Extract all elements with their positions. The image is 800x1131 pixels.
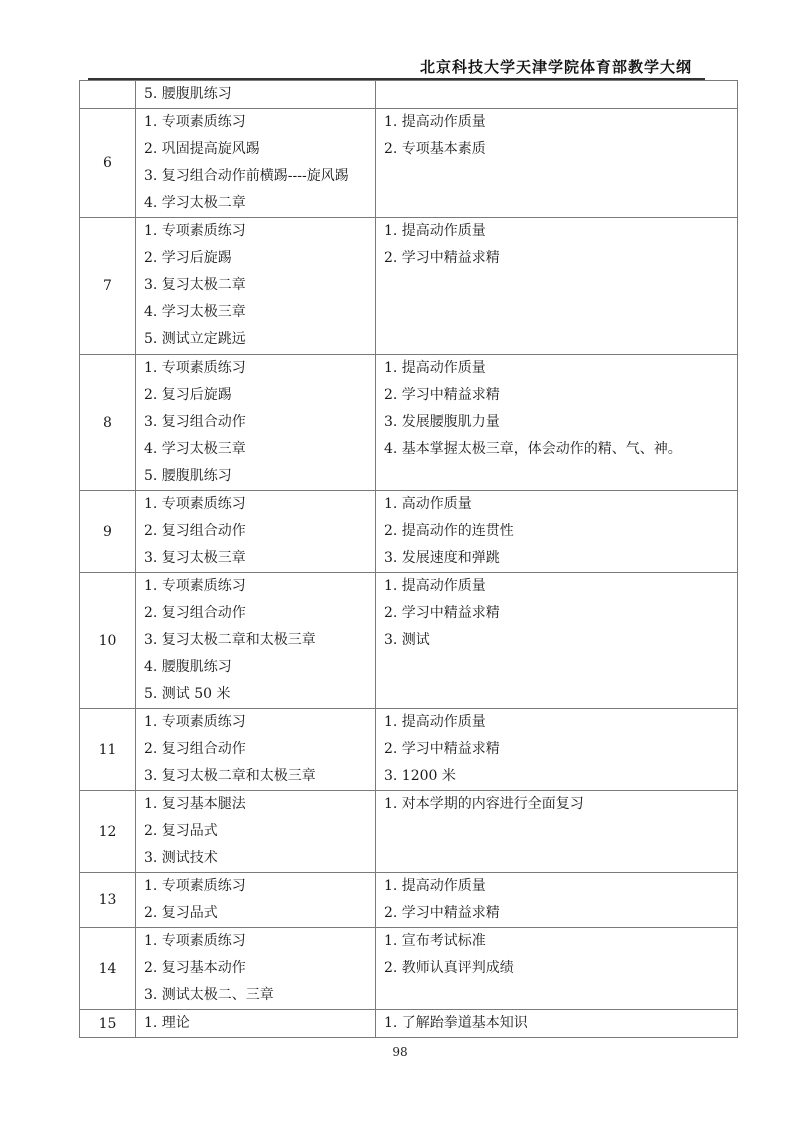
content-item: 3. 复习太极二章和太极三章 bbox=[144, 768, 316, 784]
requirements-cell bbox=[376, 873, 738, 928]
content-item: 2. 复习后旋踢 bbox=[144, 387, 232, 403]
requirements-cell bbox=[376, 573, 738, 709]
week-number-cell: 8 bbox=[80, 355, 136, 491]
content-item: 5. 测试立定跳远 bbox=[144, 331, 246, 347]
table-row bbox=[80, 218, 738, 355]
table-row bbox=[80, 1010, 738, 1038]
requirement-item: 2. 学习中精益求精 bbox=[384, 387, 500, 403]
week-number-cell: 14 bbox=[80, 928, 136, 1010]
content-item: 2. 复习品式 bbox=[144, 905, 218, 921]
requirement-item: 2. 学习中精益求精 bbox=[384, 741, 500, 757]
requirement-item: 1. 宣布考试标准 bbox=[384, 933, 486, 949]
week-number-cell bbox=[80, 81, 136, 109]
week-number-cell: 11 bbox=[80, 709, 136, 791]
week-number-cell: 6 bbox=[80, 109, 136, 218]
table-row bbox=[80, 873, 738, 928]
content-cell bbox=[136, 355, 376, 491]
content-item: 2. 复习组合动作 bbox=[144, 523, 246, 539]
content-item: 3. 测试技术 bbox=[144, 850, 218, 866]
requirement-item: 2. 学习中精益求精 bbox=[384, 605, 500, 621]
requirements-cell bbox=[376, 218, 738, 355]
running-header: 北京科技大学天津学院体育部教学大纲 bbox=[420, 58, 693, 76]
week-number-cell: 7 bbox=[80, 218, 136, 355]
content-cell bbox=[136, 873, 376, 928]
content-item: 3. 复习太极三章 bbox=[144, 550, 246, 566]
requirement-item: 3. 测试 bbox=[384, 632, 430, 648]
content-item: 3. 测试太极二、三章 bbox=[144, 987, 274, 1003]
requirement-item: 2. 教师认真评判成绩 bbox=[384, 960, 514, 976]
week-number-cell: 9 bbox=[80, 491, 136, 573]
content-item: 5. 腰腹肌练习 bbox=[144, 86, 232, 102]
table-row bbox=[80, 791, 738, 873]
content-cell bbox=[136, 928, 376, 1010]
requirement-item: 1. 提高动作质量 bbox=[384, 360, 486, 376]
requirements-cell bbox=[376, 791, 738, 873]
content-item: 3. 复习太极二章 bbox=[144, 277, 246, 293]
syllabus-table bbox=[79, 80, 738, 1038]
requirement-item: 3. 发展速度和弹跳 bbox=[384, 550, 500, 566]
requirement-item: 1. 提高动作质量 bbox=[384, 714, 486, 730]
requirement-item: 1. 对本学期的内容进行全面复习 bbox=[384, 796, 584, 812]
content-item: 1. 专项素质练习 bbox=[144, 496, 246, 512]
content-item: 4. 腰腹肌练习 bbox=[144, 659, 232, 675]
content-item: 2. 复习组合动作 bbox=[144, 605, 246, 621]
requirement-item: 2. 专项基本素质 bbox=[384, 141, 486, 157]
content-item: 4. 学习太极三章 bbox=[144, 304, 246, 320]
requirements-cell bbox=[376, 81, 738, 109]
content-item: 1. 专项素质练习 bbox=[144, 360, 246, 376]
requirement-item: 3. 1200 米 bbox=[384, 768, 456, 784]
table-row bbox=[80, 109, 738, 218]
requirement-item: 4. 基本掌握太极三章，体会动作的精、气、神。 bbox=[384, 441, 682, 457]
table-row bbox=[80, 491, 738, 573]
content-item: 3. 复习太极二章和太极三章 bbox=[144, 632, 316, 648]
requirements-cell bbox=[376, 491, 738, 573]
content-item: 2. 巩固提高旋风踢 bbox=[144, 141, 260, 157]
requirement-item: 1. 了解跆拳道基本知识 bbox=[384, 1015, 528, 1031]
table-body bbox=[80, 81, 738, 1038]
table-row bbox=[80, 928, 738, 1010]
requirements-cell bbox=[376, 355, 738, 491]
requirement-item: 2. 学习中精益求精 bbox=[384, 905, 500, 921]
requirement-item: 1. 提高动作质量 bbox=[384, 878, 486, 894]
content-cell bbox=[136, 491, 376, 573]
week-number-cell: 15 bbox=[80, 1010, 136, 1038]
content-item: 1. 专项素质练习 bbox=[144, 223, 246, 239]
content-item: 1. 专项素质练习 bbox=[144, 933, 246, 949]
content-cell bbox=[136, 709, 376, 791]
table-row bbox=[80, 709, 738, 791]
content-cell bbox=[136, 81, 376, 109]
content-item: 5. 腰腹肌练习 bbox=[144, 468, 232, 484]
content-cell bbox=[136, 1010, 376, 1038]
content-item: 1. 理论 bbox=[144, 1015, 190, 1031]
content-item: 1. 专项素质练习 bbox=[144, 878, 246, 894]
requirement-item: 2. 提高动作的连贯性 bbox=[384, 523, 514, 539]
content-item: 3. 复习组合动作前横踢----旋风踢 bbox=[144, 168, 349, 184]
content-item: 2. 学习后旋踢 bbox=[144, 250, 232, 266]
requirements-cell bbox=[376, 709, 738, 791]
requirement-item: 2. 学习中精益求精 bbox=[384, 250, 500, 266]
content-cell bbox=[136, 109, 376, 218]
content-cell bbox=[136, 791, 376, 873]
content-item: 2. 复习组合动作 bbox=[144, 741, 246, 757]
content-cell bbox=[136, 218, 376, 355]
table-row bbox=[80, 573, 738, 709]
week-number-cell: 13 bbox=[80, 873, 136, 928]
requirement-item: 1. 提高动作质量 bbox=[384, 223, 486, 239]
content-item: 1. 专项素质练习 bbox=[144, 714, 246, 730]
requirements-cell bbox=[376, 109, 738, 218]
requirement-item: 1. 高动作质量 bbox=[384, 496, 472, 512]
requirement-item: 1. 提高动作质量 bbox=[384, 114, 486, 130]
week-number-cell: 10 bbox=[80, 573, 136, 709]
content-item: 3. 复习组合动作 bbox=[144, 414, 246, 430]
requirements-cell bbox=[376, 1010, 738, 1038]
content-item: 1. 专项素质练习 bbox=[144, 578, 246, 594]
table-row bbox=[80, 355, 738, 491]
content-item: 5. 测试 50 米 bbox=[144, 686, 231, 702]
content-item: 2. 复习品式 bbox=[144, 823, 218, 839]
requirement-item: 1. 提高动作质量 bbox=[384, 578, 486, 594]
content-item: 1. 专项素质练习 bbox=[144, 114, 246, 130]
content-item: 1. 复习基本腿法 bbox=[144, 796, 246, 812]
requirement-item: 3. 发展腰腹肌力量 bbox=[384, 414, 500, 430]
content-item: 4. 学习太极二章 bbox=[144, 195, 246, 211]
content-item: 4. 学习太极三章 bbox=[144, 441, 246, 457]
page-number: 98 bbox=[392, 1045, 408, 1059]
requirements-cell bbox=[376, 928, 738, 1010]
table-row bbox=[80, 81, 738, 109]
content-item: 2. 复习基本动作 bbox=[144, 960, 246, 976]
week-number-cell: 12 bbox=[80, 791, 136, 873]
content-cell bbox=[136, 573, 376, 709]
